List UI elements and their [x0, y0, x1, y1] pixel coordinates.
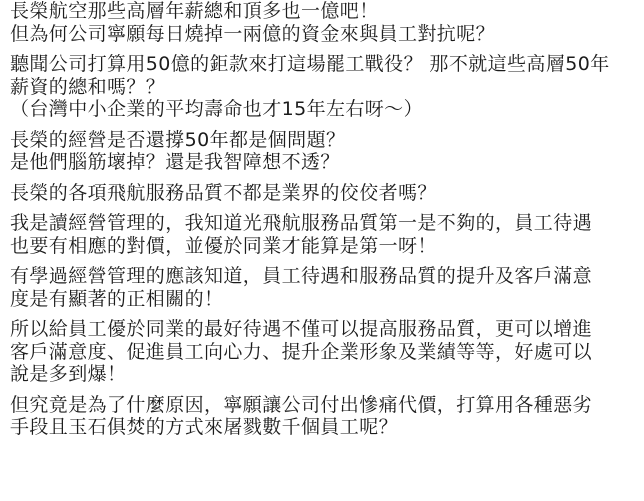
text-line: （台灣中小企業的平均壽命也才15年左右呀～）	[10, 98, 423, 120]
text-line: 客戶滿意度、促進員工向心力、提升企業形象及業績等等，好處可以	[10, 340, 593, 363]
text-line: 長榮的各項飛航服務品質不都是業界的佼佼者嗎？	[10, 181, 437, 204]
text-line: 但為何公司寧願每日燒掉一兩億的資金來與員工對抗呢？	[10, 22, 496, 45]
paragraph	[10, 0, 638, 45]
text-line: 長榮航空那些高層年薪總和頂多也一億吧！	[10, 0, 379, 22]
text-line: 有學過經營管理的應該知道，員工待遇和服務品質的提升及客戶滿意	[10, 265, 593, 287]
paragraph	[10, 394, 638, 439]
text-line: 是他們腦筋壞掉？還是我智障想不透？	[10, 151, 340, 173]
text-line: 我是讀經營管理的，我知道光飛航服務品質第一是不夠的，員工待遇	[10, 212, 593, 234]
paragraph	[10, 212, 638, 257]
text-line: 聽聞公司打算用50億的鉅款來打這場罷工戰役？ 那不就這些高層50年	[10, 53, 610, 75]
text-line: 但究竟是為了什麼原因，寧願讓公司付出慘痛代價，打算用各種惡劣	[10, 393, 593, 416]
text-line: 薪資的總和嗎？？	[10, 75, 166, 98]
text-line: 所以給員工優於同業的最好待遇不僅可以提高服務品質，更可以增進	[10, 318, 593, 340]
paragraph	[10, 182, 638, 205]
text-line: 度是有顯著的正相關的！	[10, 287, 224, 310]
text-line: 也要有相應的對價，並優於同業才能算是第一呀！	[10, 234, 437, 257]
paragraph	[10, 53, 638, 121]
text-line: 說是多到爆！	[10, 363, 127, 385]
paragraph	[10, 265, 638, 310]
text-line: 手段且玉石俱焚的方式來屠戮數千個員工呢？	[10, 416, 399, 438]
text-line: 長榮的經營是否還撐50年都是個問題？	[10, 128, 346, 151]
paragraph	[10, 129, 638, 174]
paragraph	[10, 318, 638, 386]
